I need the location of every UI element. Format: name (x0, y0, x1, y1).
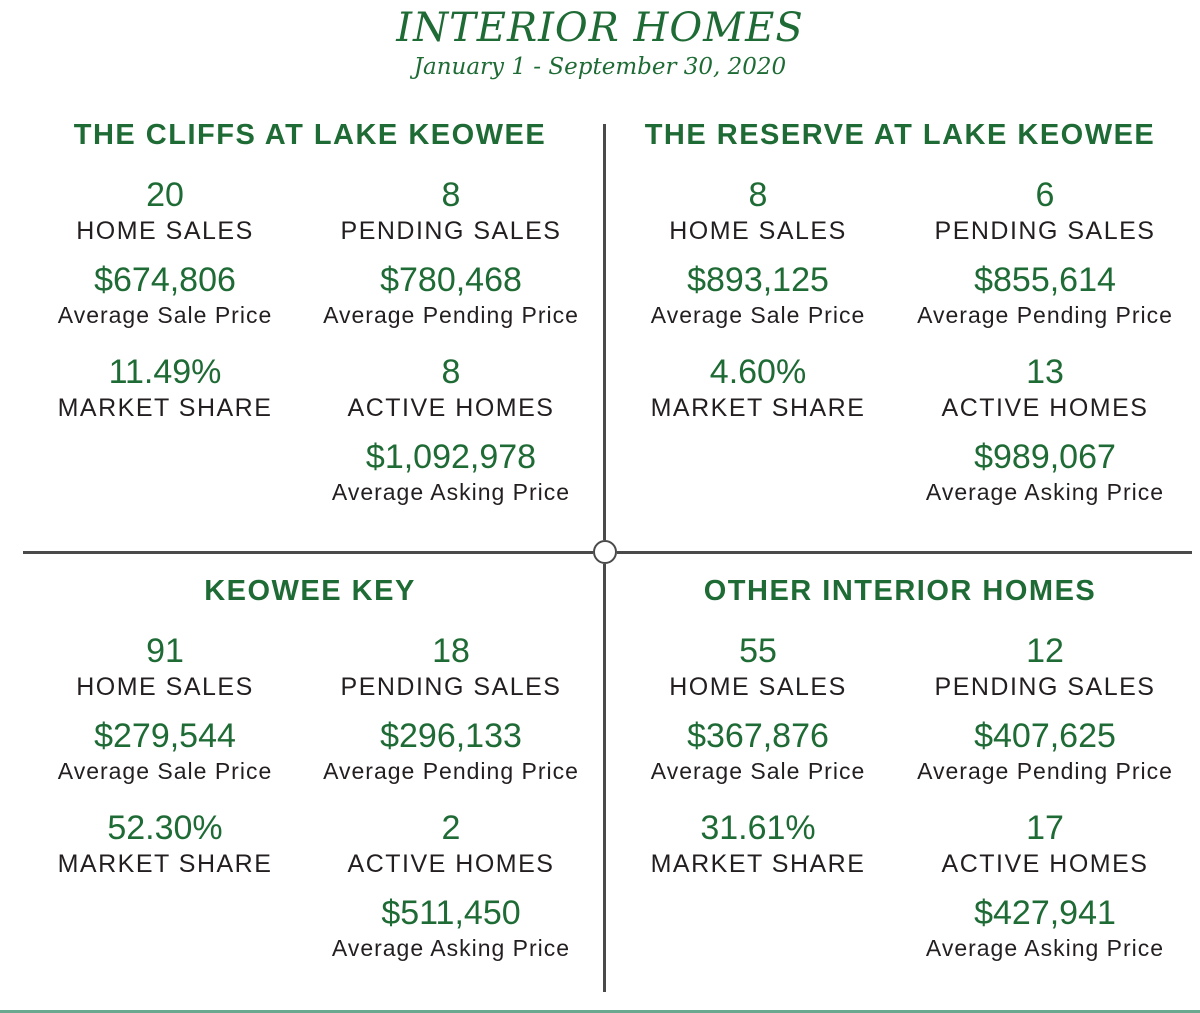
stat-label: Average Pending Price (323, 302, 579, 328)
stat-value: 8 (441, 353, 461, 391)
stat-active-homes (900, 352, 1190, 424)
stat-pending-sales (900, 175, 1190, 247)
stat-value: $279,544 (94, 717, 236, 755)
stat-value: 12 (1026, 632, 1064, 670)
stat-label: ACTIVE HOMES (941, 850, 1149, 878)
stat-value: 11.49% (108, 353, 222, 391)
stat-label: ACTIVE HOMES (347, 850, 555, 878)
stat-value: 18 (432, 632, 470, 670)
stat-label: MARKET SHARE (650, 394, 866, 422)
stat-label: Average Asking Price (925, 935, 1165, 961)
stat-label: MARKET SHARE (57, 850, 273, 878)
stat-label: Average Sale Price (650, 758, 866, 784)
vertical-divider-top (603, 124, 606, 540)
horizontal-divider-right (617, 551, 1192, 554)
stat-active-homes (900, 808, 1190, 880)
stat-avg-sale-price (20, 716, 310, 786)
stat-home-sales (613, 631, 903, 703)
date-range-subtitle: January 1 - September 30, 2020 (413, 54, 787, 80)
stat-label: PENDING SALES (934, 217, 1156, 245)
stat-label: ACTIVE HOMES (941, 394, 1149, 422)
stat-label: HOME SALES (76, 673, 254, 701)
stat-value: 2 (441, 809, 461, 847)
stat-active-homes (306, 808, 596, 880)
stat-label: Average Pending Price (917, 758, 1173, 784)
stat-label: PENDING SALES (340, 673, 562, 701)
stat-market-share (613, 352, 903, 424)
stat-value: 91 (146, 632, 184, 670)
stat-label: ACTIVE HOMES (347, 394, 555, 422)
stat-avg-asking-price (306, 893, 596, 963)
stat-value: $296,133 (380, 717, 522, 755)
stat-avg-sale-price (613, 716, 903, 786)
stat-label: HOME SALES (669, 217, 847, 245)
stat-value: 13 (1026, 353, 1064, 391)
stat-active-homes (306, 352, 596, 424)
stat-value: $893,125 (687, 261, 829, 299)
stat-label: PENDING SALES (934, 673, 1156, 701)
stat-value: $1,092,978 (365, 438, 537, 476)
stat-value: $780,468 (380, 261, 522, 299)
stat-label: Average Asking Price (331, 935, 571, 961)
stat-label: HOME SALES (76, 217, 254, 245)
stat-label: Average Asking Price (925, 479, 1165, 505)
stat-market-share (20, 352, 310, 424)
stat-label: Average Sale Price (57, 302, 273, 328)
stat-value: 52.30% (107, 809, 223, 847)
community-title: OTHER INTERIOR HOMES (703, 575, 1097, 607)
center-circle-icon (593, 540, 617, 564)
stat-value: $367,876 (687, 717, 829, 755)
stat-avg-asking-price (900, 893, 1190, 963)
stat-value: $674,806 (94, 261, 236, 299)
stat-label: MARKET SHARE (57, 394, 273, 422)
stat-label: Average Pending Price (323, 758, 579, 784)
stat-pending-sales (306, 175, 596, 247)
stat-label: Average Sale Price (57, 758, 273, 784)
stat-value: 17 (1026, 809, 1064, 847)
page-title: INTERIOR HOMES (396, 5, 804, 51)
horizontal-divider-left (23, 551, 593, 554)
stat-avg-sale-price (613, 260, 903, 330)
stat-label: PENDING SALES (340, 217, 562, 245)
stat-value: $511,450 (381, 894, 521, 932)
community-title: KEOWEE KEY (204, 575, 416, 607)
community-title: THE CLIFFS AT LAKE KEOWEE (73, 119, 547, 151)
stat-value: $407,625 (974, 717, 1116, 755)
stat-value: 8 (441, 176, 461, 214)
vertical-divider-bottom (603, 564, 606, 992)
stat-value: $427,941 (974, 894, 1116, 932)
stat-avg-pending-price (306, 260, 596, 330)
stat-home-sales (20, 175, 310, 247)
stat-value: 6 (1035, 176, 1055, 214)
stat-avg-sale-price (20, 260, 310, 330)
stat-value: 4.60% (709, 353, 807, 391)
stat-pending-sales (306, 631, 596, 703)
stat-market-share (20, 808, 310, 880)
stat-home-sales (613, 175, 903, 247)
stat-avg-pending-price (900, 716, 1190, 786)
stat-value: 8 (748, 176, 768, 214)
stat-market-share (613, 808, 903, 880)
stat-value: $989,067 (974, 438, 1116, 476)
stat-avg-asking-price (306, 437, 596, 507)
stat-value: 31.61% (700, 809, 816, 847)
stat-label: HOME SALES (669, 673, 847, 701)
stat-avg-pending-price (306, 716, 596, 786)
stat-label: Average Pending Price (917, 302, 1173, 328)
stat-value: 55 (739, 632, 777, 670)
stat-avg-asking-price (900, 437, 1190, 507)
stat-avg-pending-price (900, 260, 1190, 330)
stat-home-sales (20, 631, 310, 703)
community-title: THE RESERVE AT LAKE KEOWEE (644, 119, 1156, 151)
stat-label: Average Asking Price (331, 479, 571, 505)
stat-value: 20 (146, 176, 184, 214)
stat-label: Average Sale Price (650, 302, 866, 328)
stat-label: MARKET SHARE (650, 850, 866, 878)
stat-pending-sales (900, 631, 1190, 703)
stat-value: $855,614 (974, 261, 1116, 299)
